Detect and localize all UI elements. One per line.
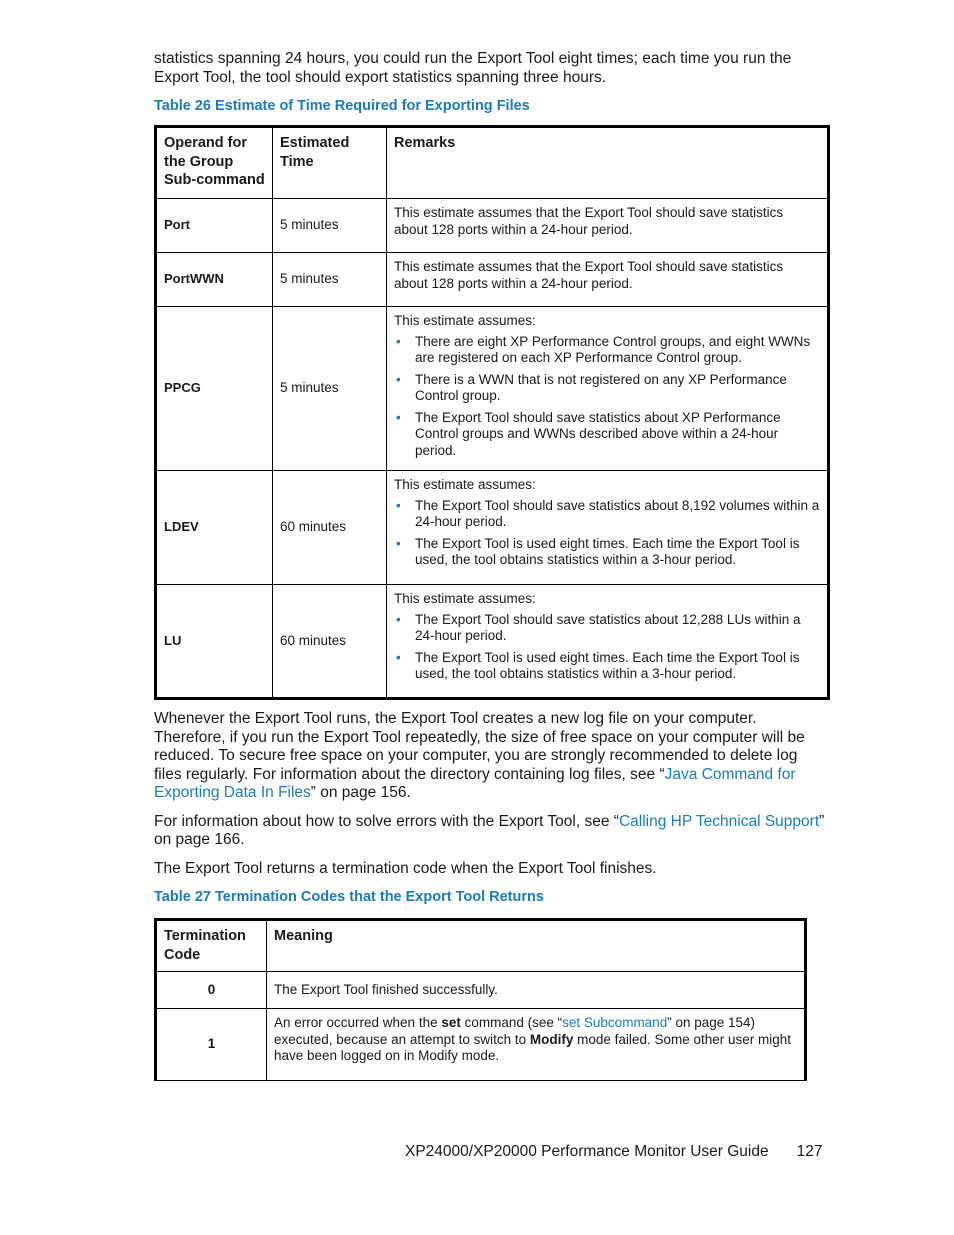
remarks-cell: This estimate assumes that the Export Tool should save statistics about 128 ports within a 24-hour period. bbox=[387, 253, 829, 307]
set-subcommand-link[interactable]: set Subcommand bbox=[562, 1015, 668, 1030]
remarks-cell bbox=[387, 307, 829, 471]
footer-title: XP24000/XP20000 Performance Monitor User Guide bbox=[405, 1143, 769, 1160]
remarks-lead: This estimate assumes: bbox=[394, 477, 536, 492]
table-row bbox=[156, 471, 829, 585]
operand-cell: PortWWN bbox=[156, 253, 273, 307]
bullet-icon: • bbox=[396, 333, 401, 349]
intro-paragraph: statistics spanning 24 hours, you could run the Export Tool eight times; each time you run the Export Tool, the tool should export statistics spanning three hours. bbox=[154, 50, 792, 86]
list-item: • The Export Tool should save statistics about 8,192 volumes within a 24-hour period. bbox=[396, 497, 820, 529]
table-26-caption: Table 26 Estimate of Time Required for Exporting Files bbox=[154, 98, 530, 114]
table-row bbox=[156, 199, 829, 253]
java-command-link[interactable]: Java Command for Exporting Data In Files bbox=[154, 765, 796, 801]
bullet-icon: • bbox=[396, 535, 401, 551]
table-row bbox=[156, 253, 829, 307]
bullet-icon: • bbox=[396, 649, 401, 665]
hp-support-link[interactable]: Calling HP Technical Support bbox=[618, 812, 820, 830]
bullet-list bbox=[394, 612, 820, 683]
operand-cell: LDEV bbox=[156, 471, 273, 585]
page-footer bbox=[405, 1143, 822, 1161]
bullet-icon: • bbox=[396, 409, 401, 425]
remarks-cell: This estimate assumes that the Export Tool should save statistics about 128 ports within a 24-hour period. bbox=[387, 199, 829, 253]
list-item: • There are eight XP Performance Control groups, and eight WWNs are registered on each XP Performance Control group. bbox=[396, 333, 811, 365]
table-header-row bbox=[156, 127, 829, 199]
operand-cell: Port bbox=[156, 199, 273, 253]
meaning-cell: An error occurred when the set command (see “set Subcommand” on page 154) executed, because an attempt to switch to Modify mode failed. Some other user might have been logged on in Modify mode. bbox=[267, 1009, 806, 1081]
header-termination-code: Termination Code bbox=[156, 920, 267, 972]
table-row bbox=[156, 585, 829, 699]
bullet-icon: • bbox=[396, 371, 401, 387]
list-item: • There is a WWN that is not registered on any XP Performance Control group. bbox=[396, 371, 787, 403]
remarks-cell bbox=[387, 585, 829, 699]
list-item: • The Export Tool should save statistics about 12,288 LUs within a 24-hour period. bbox=[396, 611, 801, 643]
table-row bbox=[156, 972, 806, 1009]
list-item: • The Export Tool should save statistics about XP Performance Control groups and WWNs described above within a 24-hour period. bbox=[396, 409, 781, 458]
operand-cell: LU bbox=[156, 585, 273, 699]
table-row bbox=[156, 1009, 806, 1081]
list-item: • The Export Tool is used eight times. Each time the Export Tool is used, the tool obtains statistics within a 3-hour period. bbox=[396, 649, 800, 681]
time-cell: 60 minutes bbox=[273, 471, 387, 585]
time-cell: 5 minutes bbox=[273, 307, 387, 471]
page-content bbox=[154, 50, 828, 1081]
support-paragraph: For information about how to solve errors with the Export Tool, see “Calling HP Technical Support” on page 166. bbox=[154, 812, 825, 848]
table-header-row bbox=[156, 920, 806, 972]
operand-cell: PPCG bbox=[156, 307, 273, 471]
remarks-lead: This estimate assumes: bbox=[394, 313, 536, 328]
termination-intro: The Export Tool returns a termination code when the Export Tool finishes. bbox=[154, 859, 657, 877]
bullet-icon: • bbox=[396, 611, 401, 627]
meaning-cell: The Export Tool finished successfully. bbox=[267, 972, 806, 1009]
bullet-icon: • bbox=[396, 497, 401, 513]
code-cell: 0 bbox=[156, 972, 267, 1009]
table-27 bbox=[154, 918, 807, 1081]
time-cell: 5 minutes bbox=[273, 199, 387, 253]
header-estimated-time: Estimated Time bbox=[273, 127, 387, 199]
time-cell: 5 minutes bbox=[273, 253, 387, 307]
bullet-list bbox=[394, 334, 820, 460]
header-remarks: Remarks bbox=[387, 127, 829, 199]
remarks-lead: This estimate assumes: bbox=[394, 591, 536, 606]
remarks-cell bbox=[387, 471, 829, 585]
table-26 bbox=[154, 125, 830, 700]
table-27-caption: Table 27 Termination Codes that the Export Tool Returns bbox=[154, 889, 544, 905]
page-number: 127 bbox=[796, 1143, 823, 1160]
code-cell: 1 bbox=[156, 1009, 267, 1081]
log-file-paragraph: Whenever the Export Tool runs, the Export Tool creates a new log file on your computer. Therefore, if you run the Export Tool repeatedly, the size of free space on your computer will be reduced. To secure free space on your computer, you are strongly recommended to delete log files regularly. For information about the directory containing log files, see “Java Command for Exporting Data In Files” on page 156. bbox=[154, 710, 805, 801]
header-operand: Operand for the Group Sub-command bbox=[156, 127, 273, 199]
time-cell: 60 minutes bbox=[273, 585, 387, 699]
header-meaning: Meaning bbox=[267, 920, 806, 972]
list-item: • The Export Tool is used eight times. Each time the Export Tool is used, the tool obtains statistics within a 3-hour period. bbox=[396, 535, 800, 567]
table-row bbox=[156, 307, 829, 471]
bullet-list bbox=[394, 498, 820, 569]
